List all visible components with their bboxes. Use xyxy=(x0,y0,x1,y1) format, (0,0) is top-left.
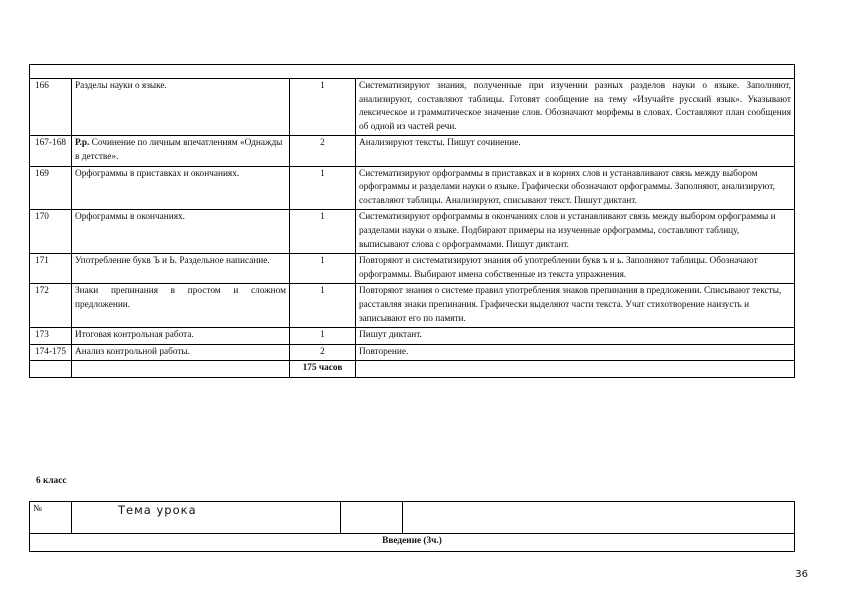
table-row xyxy=(30,284,795,328)
empty-cell xyxy=(403,502,795,534)
lesson-topic: Употребление букв Ъ и Ь. Раздельное написание. xyxy=(72,254,290,284)
table-row xyxy=(30,344,795,361)
lesson-plan-table xyxy=(29,64,795,378)
table-row xyxy=(30,254,795,284)
table-row xyxy=(30,79,795,136)
lesson-hours: 1 xyxy=(290,210,356,254)
lesson-hours: 1 xyxy=(290,166,356,210)
lesson-topic xyxy=(72,136,290,166)
lesson-topic: Итоговая контрольная работа. xyxy=(72,328,290,345)
column-header-number: № xyxy=(30,502,72,534)
table-row xyxy=(30,166,795,210)
total-hours: 175 часов xyxy=(290,361,356,378)
lesson-activities: Анализируют тексты. Пишут сочинение. xyxy=(356,136,795,166)
empty-cell xyxy=(341,502,403,534)
total-row xyxy=(30,361,795,378)
lesson-topic: Анализ контрольной работы. xyxy=(72,344,290,361)
table-row xyxy=(30,210,795,254)
lesson-activities: Повторение. xyxy=(356,344,795,361)
lesson-number: 169 xyxy=(30,166,72,210)
lesson-number: 167-168 xyxy=(30,136,72,166)
lesson-hours: 1 xyxy=(290,328,356,345)
empty-cell xyxy=(30,65,795,79)
lesson-number: 170 xyxy=(30,210,72,254)
lesson-number: 166 xyxy=(30,79,72,136)
lesson-activities: Повторяют знания о системе правил употребления знаков препинания в предложении. Списывают тексты, расставляя знаки препинания. Графически выделяют части текста. Учат стихотворение наизусть и записывают его по памяти. xyxy=(356,284,795,328)
lesson-topic: Орфограммы в приставках и окончаниях. xyxy=(72,166,290,210)
lesson-hours: 1 xyxy=(290,284,356,328)
page-number: 36 xyxy=(795,569,808,580)
column-header-theme: Тема урока xyxy=(72,502,341,534)
lesson-topic: Орфограммы в окончаниях. xyxy=(72,210,290,254)
header-row xyxy=(30,502,795,534)
lesson-topic-text: Сочинение по личным впечатлениям «Однажды в детстве». xyxy=(75,138,283,162)
lesson-activities: Повторяют и систематизируют знания об употреблении букв ъ и ь. Заполняют таблицы. Обозначают орфограммы. Выбирают имена собственные из текста упражнения. xyxy=(356,254,795,284)
lesson-hours: 2 xyxy=(290,136,356,166)
lesson-hours: 1 xyxy=(290,79,356,136)
grade6-table xyxy=(29,501,795,552)
lesson-number: 172 xyxy=(30,284,72,328)
lesson-number: 174-175 xyxy=(30,344,72,361)
speech-development-label: Р.р. xyxy=(75,138,90,149)
lesson-activities: Систематизируют знания, полученные при изучении разных разделов науки о языке. Заполняют, анализируют, составляют таблицы. Готовят сообщение на тему «Изучайте русский язык». Указывают лексическое и грамматическое значение слов. Обозначают морфемы в словах. Составляют план сообщения об одной из частей речи. xyxy=(356,79,795,136)
section-title: Введение (3ч.) xyxy=(30,534,795,552)
table-row xyxy=(30,328,795,345)
empty-cell xyxy=(30,361,72,378)
lesson-number: 171 xyxy=(30,254,72,284)
table-top-row xyxy=(30,65,795,79)
empty-cell xyxy=(356,361,795,378)
grade-heading: 6 класс xyxy=(36,476,67,486)
lesson-hours: 2 xyxy=(290,344,356,361)
lesson-topic: Знаки препинания в простом и сложном предложении. xyxy=(72,284,290,328)
lesson-topic: Разделы науки о языке. xyxy=(72,79,290,136)
empty-cell xyxy=(72,361,290,378)
table-row xyxy=(30,136,795,166)
section-row xyxy=(30,534,795,552)
lesson-number: 173 xyxy=(30,328,72,345)
lesson-activities: Пишут диктант. xyxy=(356,328,795,345)
lesson-activities: Систематизируют орфограммы в окончаниях слов и устанавливают связь между выбором орфограммы и разделами науки о языке. Подбирают примеры на изученные орфограммы, составляют таблицу, выписывают слова с орфограммами. Пишут диктант. xyxy=(356,210,795,254)
lesson-activities: Систематизируют орфограммы в приставках и в корнях слов и устанавливают связь между выбором орфограммы и разделами науки о языке. Графически обозначают орфограммы. Заполняют, анализируют, составляют таблицы. Анализируют, списывают текст. Пишут диктант. xyxy=(356,166,795,210)
lesson-hours: 1 xyxy=(290,254,356,284)
